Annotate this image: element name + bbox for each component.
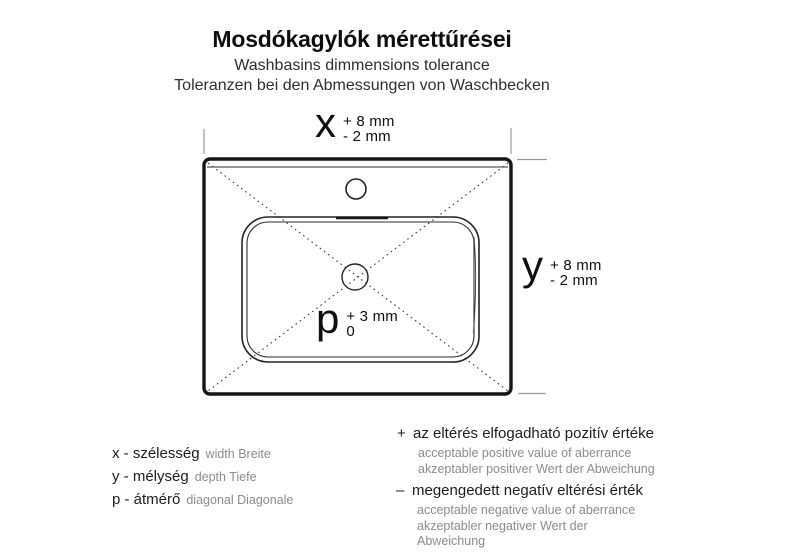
legend-positive-term: az eltérés elfogadható pozitív értéke bbox=[413, 425, 654, 442]
dimension-p-tolerance-plus: + 3 mm bbox=[346, 308, 398, 325]
legend-positive-translation-de: akzeptabler positiver Wert der Abweichung bbox=[418, 461, 655, 476]
dimension-p-symbol: p bbox=[316, 295, 340, 342]
legend-symbol-x bbox=[112, 445, 271, 462]
legend-negative-term: megengedett negatív eltérési érték bbox=[412, 482, 643, 499]
legend-symbol-y bbox=[112, 468, 257, 485]
dimension-p-tolerance-minus: 0 bbox=[346, 323, 355, 340]
dimension-y-symbol: y bbox=[522, 242, 543, 289]
page-title: Mosdókagylók mérettűrései bbox=[212, 26, 512, 52]
plus-sign: + bbox=[397, 425, 406, 442]
legend-negative-translation-de-1: akzeptabler negativer Wert der bbox=[417, 518, 588, 533]
legend-symbol-x-translation: width Breite bbox=[205, 447, 271, 461]
dimension-y-tolerance-plus: + 8 mm bbox=[550, 257, 602, 274]
minus-sign: – bbox=[396, 482, 405, 499]
dimension-x-tolerance-minus: - 2 mm bbox=[343, 128, 391, 145]
legend-negative-translation-de-2: Abweichung bbox=[417, 534, 486, 548]
legend-symbol-y-term: y - mélység bbox=[112, 468, 189, 485]
legend-symbol-x-term: x - szélesség bbox=[112, 445, 200, 462]
legend-negative-tolerance bbox=[396, 482, 643, 550]
dimension-x-tolerance-plus: + 8 mm bbox=[343, 113, 395, 130]
dimension-y-tolerance-minus: - 2 mm bbox=[550, 272, 598, 289]
legend-symbol-p bbox=[112, 491, 293, 508]
legend-positive-tolerance bbox=[397, 425, 655, 477]
legend-symbol-p-translation: diagonal Diagonale bbox=[186, 493, 294, 507]
dimension-p-label bbox=[316, 295, 398, 342]
subtitle-german: Toleranzen bei den Abmessungen von Waschbecken bbox=[174, 77, 550, 94]
legend-symbol-p-term: p - átmérő bbox=[112, 491, 181, 508]
faucet-hole bbox=[346, 179, 366, 199]
dimension-x-symbol: x bbox=[315, 99, 336, 146]
legend-negative-translation-en: acceptable negative value of aberrance bbox=[417, 503, 636, 517]
legend-positive-translation-en: acceptable positive value of aberrance bbox=[418, 446, 632, 460]
dimension-x-label bbox=[315, 99, 395, 146]
subtitle-english: Washbasins dimmensions tolerance bbox=[234, 57, 490, 74]
legend-symbol-y-translation: depth Tiefe bbox=[194, 470, 257, 484]
dimension-y-label bbox=[522, 242, 602, 289]
